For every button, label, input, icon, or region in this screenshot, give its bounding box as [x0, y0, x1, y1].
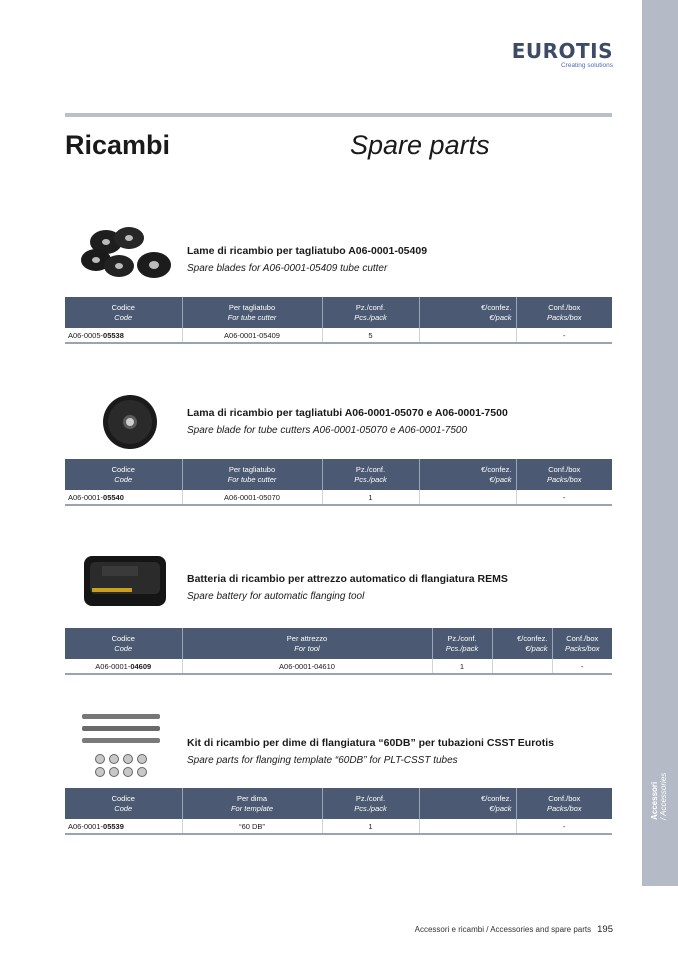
col-header-price: €/confez. €/pack	[419, 459, 516, 490]
cell-packs: -	[516, 819, 612, 834]
cell-code: A06-0001-04609	[65, 659, 182, 674]
page-footer	[415, 924, 613, 935]
cell-pcs: 1	[322, 819, 419, 834]
heading-it: Batteria di ricambio per attrezzo automatico di flangiatura REMS	[187, 573, 508, 585]
battery-image	[80, 550, 170, 614]
col-header-tool: Per tagliatubo For tube cutter	[182, 297, 322, 328]
heading-en: Spare battery for automatic flanging tool	[187, 591, 365, 602]
spring-kit-image	[80, 710, 162, 780]
footer-text: Accessori e ricambi / Accessories and spare parts	[414, 925, 592, 934]
col-header-price: €/confez. €/pack	[419, 788, 516, 819]
col-header-packs: Conf./box Packs/box	[552, 628, 612, 659]
col-header-pcs: Pz./conf. Pcs./pack	[432, 628, 492, 659]
table-row	[65, 819, 612, 834]
heading-en: Spare blade for tube cutters A06-0001-05070 e A06-0001-7500	[187, 425, 468, 436]
side-tab-label	[650, 772, 668, 820]
cell-tool: A06-0001-05409	[182, 328, 322, 343]
side-tab	[642, 0, 678, 886]
brand-tagline: Creating solutions	[560, 62, 613, 69]
cell-tool: “60 DB”	[182, 819, 322, 834]
heading-it: Lame di ricambio per tagliatubo A06-0001-05409	[187, 245, 428, 257]
cell-packs: -	[516, 490, 612, 505]
cell-packs: -	[516, 328, 612, 343]
cell-price	[492, 659, 552, 674]
section-heading	[187, 736, 554, 768]
section-heading	[187, 572, 508, 604]
brand-logo	[512, 41, 613, 70]
cutter-wheels-image	[74, 222, 174, 288]
cell-tool: A06-0001-04610	[182, 659, 432, 674]
cell-pcs: 1	[322, 490, 419, 505]
page-title-en: Spare parts	[350, 130, 490, 160]
heading-en: Spare blades for A06-0001-05409 tube cutter	[187, 263, 388, 274]
table-row	[65, 328, 612, 343]
col-header-code: Codice Code	[65, 788, 182, 819]
col-header-packs: Conf./box Packs/box	[516, 788, 612, 819]
col-header-code: Codice Code	[65, 459, 182, 490]
spec-table	[65, 628, 612, 675]
col-header-pcs: Pz./conf. Pcs./pack	[322, 459, 419, 490]
spec-table	[65, 788, 612, 835]
spec-table	[65, 459, 612, 506]
cell-price	[419, 819, 516, 834]
col-header-pcs: Pz./conf. Pcs./pack	[322, 297, 419, 328]
col-header-code: Codice Code	[65, 628, 182, 659]
table-row	[65, 659, 612, 674]
col-header-packs: Conf./box Packs/box	[516, 297, 612, 328]
col-header-code: Codice Code	[65, 297, 182, 328]
section-heading	[187, 406, 508, 438]
side-tab-label-en: / Accessories	[659, 772, 668, 820]
cell-code: A06-0001-05540	[65, 490, 182, 505]
section-heading	[187, 244, 427, 276]
cell-pcs: 1	[432, 659, 492, 674]
col-header-tool: Per attrezzo For tool	[182, 628, 432, 659]
cell-price	[419, 490, 516, 505]
table-header-row	[65, 628, 612, 659]
col-header-price: €/confez. €/pack	[419, 297, 516, 328]
col-header-tool: Per dima For template	[182, 788, 322, 819]
col-header-packs: Conf./box Packs/box	[516, 459, 612, 490]
cell-code: A06-0005-05538	[65, 328, 182, 343]
cell-price	[419, 328, 516, 343]
table-header-row	[65, 297, 612, 328]
side-tab-corner	[642, 850, 678, 886]
table-header-row	[65, 459, 612, 490]
cell-code: A06-0001-05539	[65, 819, 182, 834]
heading-it: Kit di ricambio per dime di flangiatura “60DB” per tubazioni CSST Eurotis	[187, 737, 554, 749]
page-title-it: Ricambi	[65, 130, 171, 160]
page-number: 195	[597, 924, 613, 935]
side-tab-label-it: Accessori	[650, 781, 659, 820]
col-header-pcs: Pz./conf. Pcs./pack	[322, 788, 419, 819]
cell-pcs: 5	[322, 328, 419, 343]
brand-name: EUROTIS	[511, 39, 613, 63]
heading-it: Lama di ricambio per tagliatubi A06-0001-05070 e A06-0001-7500	[187, 407, 508, 419]
table-row	[65, 490, 612, 505]
cutter-wheel-image	[100, 392, 160, 452]
top-rule	[65, 113, 612, 117]
cell-tool: A06-0001-05070	[182, 490, 322, 505]
col-header-tool: Per tagliatubo For tube cutter	[182, 459, 322, 490]
spec-table	[65, 297, 612, 344]
table-header-row	[65, 788, 612, 819]
cell-packs: -	[552, 659, 612, 674]
col-header-price: €/confez. €/pack	[492, 628, 552, 659]
heading-en: Spare parts for flanging template “60DB” for PLT-CSST tubes	[187, 755, 458, 766]
